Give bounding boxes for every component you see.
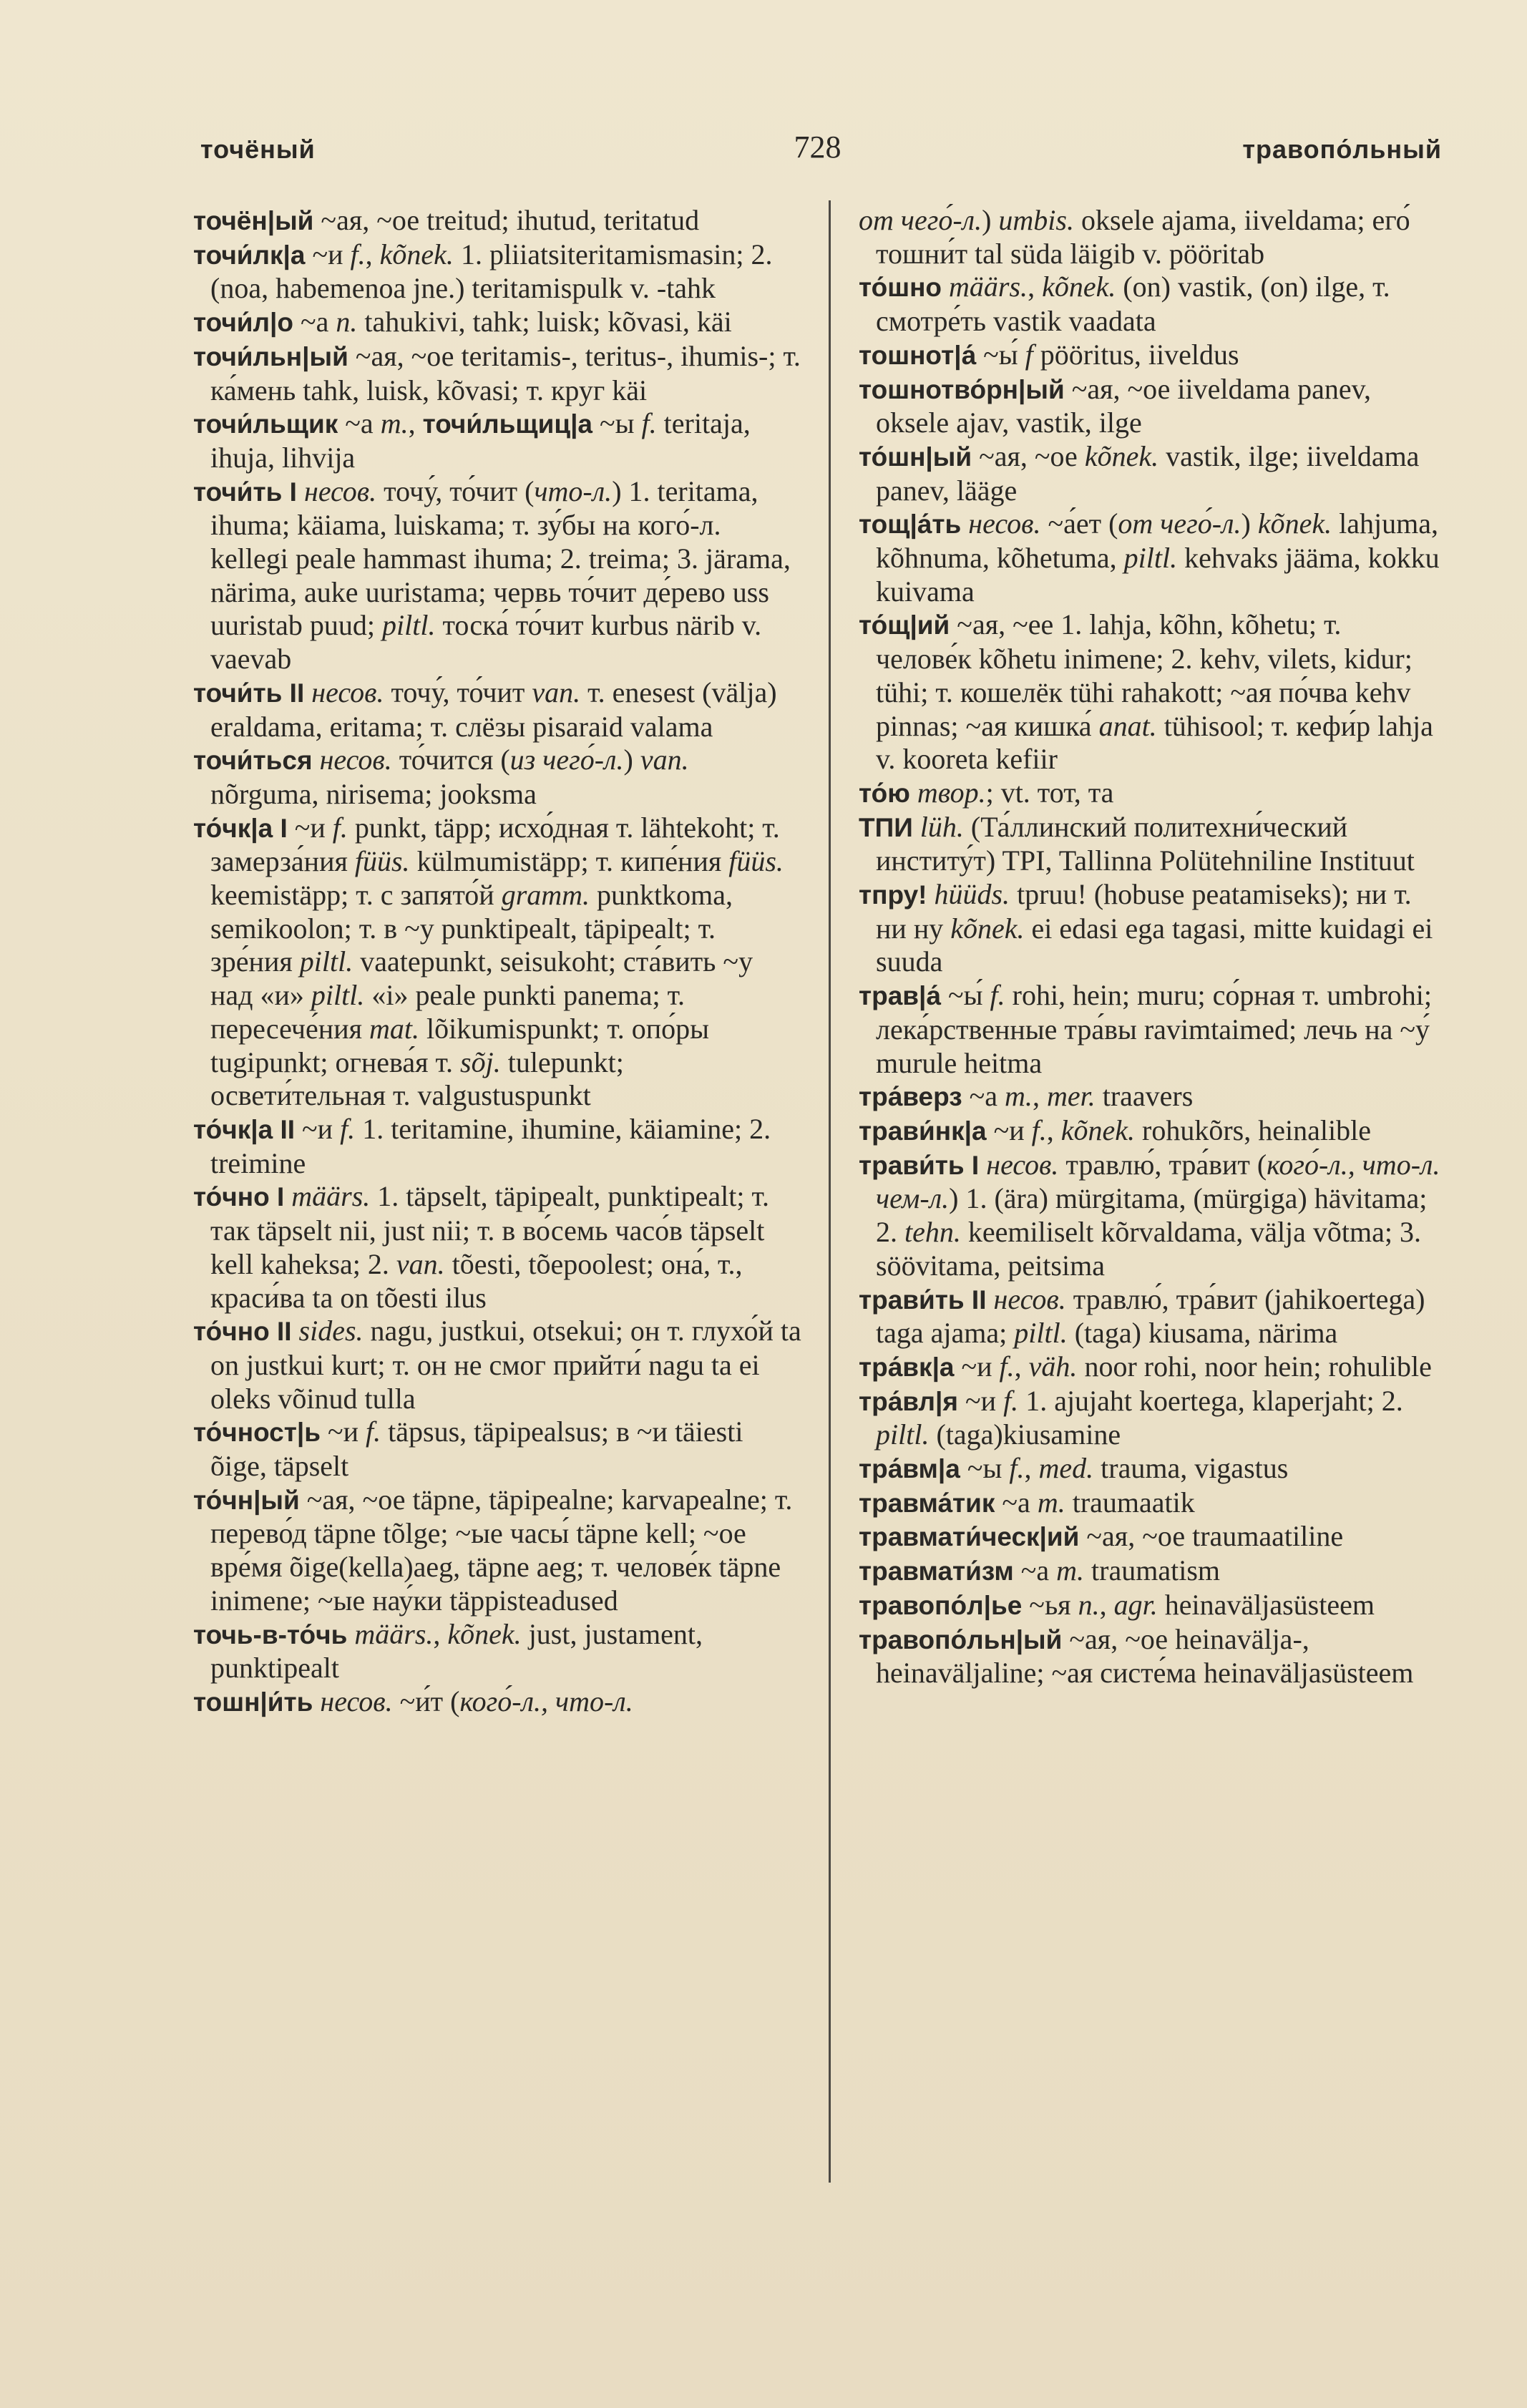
grammar-label: m. xyxy=(1005,1080,1033,1113)
grammar-label: sides. xyxy=(298,1315,364,1347)
entry-text: keemiliselt kõrvaldama, välja võtma; 3. söövitama, peitsima xyxy=(876,1216,1422,1282)
entry-text: ~ая, ~ое treitud; ihutud, teritatud xyxy=(313,204,700,236)
entry-text: punktkoma, semikoolon; т. в ~у punktipealt, täpipealt; т. зре́ния xyxy=(210,879,733,978)
entry-headword: ТПИ xyxy=(859,812,913,842)
entry-text: ~и xyxy=(287,811,333,844)
grammar-label: kõnek. xyxy=(447,1617,522,1650)
entry-text: kehvaks jääma, kokku kuivama xyxy=(876,542,1440,608)
entry-headword: тра́вк|а xyxy=(859,1352,955,1382)
entry-text: tpruu! (hobuse peatamiseks); ни т. ни ну xyxy=(876,878,1412,945)
grammar-label: piltl. xyxy=(381,609,436,642)
dictionary-entry xyxy=(859,270,1442,338)
entry-text: ~и xyxy=(986,1113,1032,1146)
entry-headword: то́ю xyxy=(859,778,910,808)
entry-text: 1. ajujaht koertega, klaperjaht; 2. xyxy=(1018,1384,1403,1417)
grammar-label: määrs. xyxy=(291,1180,371,1213)
entry-headword: то́шн|ый xyxy=(859,442,972,472)
entry-text: ~ая, ~ое xyxy=(972,439,1085,472)
grammar-label: kõnek. xyxy=(1257,507,1332,540)
entry-text: nagu, justkui, otsekui; он т. глухо́й ta on justkui kurt; т. он не смог прийти́ nagu ta ei oleks võinud tulla xyxy=(210,1315,801,1415)
entry-text: , xyxy=(433,1617,448,1650)
dictionary-entry xyxy=(859,979,1442,1080)
entry-headword: точи́л|о xyxy=(193,308,293,338)
grammar-label: lüh. xyxy=(919,810,964,843)
entry-text: (taga)kiusamine xyxy=(929,1418,1121,1451)
entry-text xyxy=(961,507,968,540)
entry-text: травлю́, тра́вит (jahikoertega) taga ajama; xyxy=(876,1282,1425,1350)
grammar-label: n. xyxy=(1078,1588,1100,1621)
entry-text xyxy=(987,1283,994,1315)
dictionary-entry xyxy=(859,373,1442,440)
entry-text: ) xyxy=(1241,507,1258,540)
dictionary-entry xyxy=(193,1113,801,1180)
page-number: 728 xyxy=(794,130,841,165)
entry-headword: тра́вм|а xyxy=(859,1454,960,1484)
entry-text: ~и xyxy=(320,1415,366,1448)
entry-text xyxy=(913,811,920,843)
entry-text: traumatism xyxy=(1084,1554,1220,1587)
entry-headword: то́чно II xyxy=(193,1317,292,1347)
grammar-label: van. xyxy=(532,676,581,708)
dictionary-entry xyxy=(859,608,1442,776)
grammar-label: m. xyxy=(1056,1554,1085,1587)
entry-text: lõikumispunkt; т. опо́ры tugipunkt; огнева́я т. xyxy=(210,1012,709,1078)
header-first-headword: точёный xyxy=(200,135,316,164)
entry-text: pööritus, iiveldus xyxy=(1033,338,1239,371)
entry-text: oksele ajama, iiveldama; его́ тошни́т tal süda läigib v. pööritab xyxy=(876,204,1410,270)
grammar-label: tehn. xyxy=(904,1216,961,1249)
entry-text: ~ая, ~ое täpne, täpipealne; karvapealne; т. перево́д täpne tõlge; ~ые часы́ täpne kell; ~ое вре́мя õige(kella)aeg, täpne aeg; т. челове́к täpne inimene; ~ые нау́ки täppisteadused xyxy=(210,1483,793,1617)
entry-text: ei edasi ega tagasi, mitte kuidagi ei suuda xyxy=(876,912,1433,978)
grammar-label: piltl. xyxy=(1123,542,1178,575)
entry-text: т. enesest (välja) eraldama, eritama; т. слёзы pisaraid valama xyxy=(210,676,777,743)
entry-headword: точён|ый xyxy=(193,206,314,235)
grammar-label: из чего́-л. xyxy=(509,744,624,776)
entry-text xyxy=(284,1180,291,1212)
entry-text: tõesti, tõepoolest; она́, т., краси́ва ta on tõesti ilus xyxy=(210,1247,743,1314)
grammar-label: несов. xyxy=(993,1282,1066,1315)
entry-text xyxy=(927,878,934,910)
header-last-headword: травопо́льный xyxy=(1242,135,1442,164)
dictionary-entry xyxy=(193,475,801,676)
entry-text: травлю́, тра́вит ( xyxy=(1058,1148,1267,1181)
dictionary-entry xyxy=(859,1149,1442,1283)
entry-headword: травопо́л|ье xyxy=(859,1590,1023,1620)
dictionary-entry xyxy=(859,1589,1442,1623)
entry-headword: точи́ться xyxy=(193,746,313,776)
grammar-label: piltl. xyxy=(299,945,353,978)
dictionary-entry xyxy=(193,1618,801,1685)
entry-text: (Та́ллинский политехни́ческий институ́т) TPI, Tallinna Polütehniline Instituut xyxy=(876,810,1415,877)
entry-text: ~ы́ xyxy=(976,338,1025,371)
entry-text: punkt, täpp; исхо́дная т. lähtekoht; т. замерза́ния xyxy=(210,811,780,878)
grammar-label: kõnek. xyxy=(1042,270,1116,303)
entry-text: ~а xyxy=(1013,1554,1057,1587)
grammar-label: mer. xyxy=(1046,1080,1096,1113)
dictionary-entry xyxy=(193,306,801,340)
entry-headword: точи́ть II xyxy=(193,678,305,708)
entry-text: tulepunkt; освети́тельная т. valgustuspunkt xyxy=(210,1045,624,1112)
entry-text: (on) vastik, (on) ilge, т. смотре́ть vastik vaadata xyxy=(876,270,1390,338)
entry-text xyxy=(313,1685,320,1717)
entry-headword: то́чност|ь xyxy=(193,1418,321,1448)
dictionary-entry xyxy=(859,811,1442,878)
entry-headword: тошнотво́рн|ый xyxy=(859,374,1065,404)
entry-text: ~ая, ~ое traumaatiline xyxy=(1079,1520,1344,1553)
entry-text: traumaatik xyxy=(1065,1486,1195,1519)
entry-text: ~ая, ~ое teritamis-, teritus-, ihumis-; т. ка́мень tahk, luisk, kõvasi; т. круг käi xyxy=(210,339,801,406)
entry-text: heinaväljasüsteem xyxy=(1157,1588,1375,1621)
grammar-label: f. xyxy=(990,979,1005,1012)
entry-text: ) 1. teritama, ihuma; käiama, luiskama; т. зу́бы на кого́-л. kellegi peale hammast ihuma; 2. treima; 3. järama, närima, auke uuristama; червь то́чит де́рево uss uuristab puud; xyxy=(210,474,791,642)
entry-headword: трави́ть II xyxy=(859,1285,987,1315)
entry-text: точу́, то́чит ( xyxy=(376,474,535,507)
dictionary-entry xyxy=(859,1623,1442,1690)
grammar-label: van. xyxy=(640,744,689,776)
grammar-label: gramm. xyxy=(501,879,590,912)
entry-text: ~и xyxy=(954,1350,1000,1383)
dictionary-entry xyxy=(859,776,1442,811)
entry-text: точу́, то́чит xyxy=(384,676,532,708)
entry-headword: то́щ|ий xyxy=(859,610,950,640)
entry-headword: травмати́зм xyxy=(859,1556,1014,1586)
grammar-label: от чего́-л. xyxy=(859,204,982,236)
entry-text: ~и́т ( xyxy=(392,1685,460,1717)
grammar-label: f. xyxy=(641,407,657,440)
entry-text: ~ья xyxy=(1022,1588,1078,1621)
grammar-label: väh. xyxy=(1028,1350,1078,1383)
entry-text xyxy=(979,1149,986,1181)
entry-headword: трави́ть I xyxy=(859,1150,980,1180)
grammar-label: кого́-л., что-л. xyxy=(459,1685,633,1717)
entry-headword: тощ|а́ть xyxy=(859,510,962,540)
dictionary-entry xyxy=(859,507,1442,608)
entry-text xyxy=(292,1315,299,1347)
entry-text: ~а xyxy=(293,306,336,338)
dictionary-entry xyxy=(859,1452,1442,1486)
entry-text: keemistäpp; т. с запято́й xyxy=(210,879,502,912)
dictionary-entry xyxy=(193,1415,801,1483)
entry-text: , xyxy=(1099,1588,1114,1621)
dictionary-entry xyxy=(193,407,801,474)
entry-text: , xyxy=(408,407,423,440)
dictionary-entry xyxy=(859,1350,1442,1385)
grammar-label: füüs. xyxy=(728,845,784,878)
entry-text: , xyxy=(1014,1350,1029,1383)
entry-text: ~а xyxy=(338,407,381,440)
grammar-label: n. xyxy=(336,306,358,338)
grammar-label: hüüds. xyxy=(934,878,1010,911)
dictionary-entry xyxy=(859,1080,1442,1114)
entry-text: lahjuma, kõhnuma, kõhetuma, xyxy=(876,507,1438,575)
grammar-label: кого́-л., что-л. чем-л. xyxy=(876,1148,1440,1215)
grammar-label: несов. xyxy=(303,474,377,507)
grammar-label: kõnek. xyxy=(1084,439,1159,472)
grammar-label: f. xyxy=(366,1415,381,1448)
dictionary-entry xyxy=(859,1554,1442,1589)
entry-text: trauma, vigastus xyxy=(1093,1452,1289,1485)
entry-headword: тошнот|а́ xyxy=(859,340,977,370)
entry-text: täpsus, täpipealsus; в ~и täiesti õige, täpselt xyxy=(210,1415,743,1483)
dictionary-entry xyxy=(859,878,1442,979)
entry-headword: тошн|и́ть xyxy=(193,1687,313,1717)
grammar-label: määrs. xyxy=(354,1617,434,1650)
entry-text: ~и xyxy=(305,238,351,270)
entry-text: külmumistäpp; т. кипе́ния xyxy=(409,845,729,878)
entry-headword: точи́льщик xyxy=(193,409,338,439)
entry-text: ~а xyxy=(962,1080,1005,1113)
entry-text: ~ая, ~ое iiveldama panev, oksele ajav, vastik, ilge xyxy=(876,372,1372,439)
entry-headword: тра́верз xyxy=(859,1082,962,1112)
entry-text: 1. teritamine, ihumine, käiamine; 2. treimine xyxy=(210,1112,771,1179)
grammar-label: m. xyxy=(380,407,409,440)
entry-headword: то́шно xyxy=(859,273,942,303)
entry-headword: тпру! xyxy=(859,880,927,910)
entry-text: vaatepunkt, seisukoht; ста́вить ~у над «и» xyxy=(210,945,753,1012)
grammar-label: mat. xyxy=(369,1012,419,1045)
dictionary-entry xyxy=(193,1685,801,1720)
grammar-label: umbis. xyxy=(998,204,1074,236)
entry-text: ) xyxy=(982,204,999,236)
entry-text: тоска́ то́чит kurbus närib v. vaevab xyxy=(210,609,762,676)
entry-text: (taga) kiusama, närima xyxy=(1067,1317,1338,1350)
dictionary-entry xyxy=(193,1483,801,1618)
dictionary-entry xyxy=(193,811,801,1113)
entry-text: , xyxy=(1024,1452,1039,1485)
dictionary-entry xyxy=(859,204,1442,270)
entry-headword: травопо́льн|ый xyxy=(859,1624,1063,1654)
entry-headword: точи́ть I xyxy=(193,477,297,507)
dictionary-entry xyxy=(859,1114,1442,1149)
entry-headword: точи́льн|ый xyxy=(193,341,348,371)
entry-text: noor rohi, noor hein; rohulible xyxy=(1077,1350,1432,1383)
column-divider xyxy=(829,200,831,2183)
entry-headword: то́чн|ый xyxy=(193,1485,300,1515)
grammar-label: med. xyxy=(1038,1452,1094,1485)
dictionary-entry xyxy=(193,744,801,811)
grammar-label: несов. xyxy=(968,507,1041,540)
entry-headword: травмати́ческ|ий xyxy=(859,1522,1080,1552)
entry-text: , xyxy=(1046,1113,1061,1146)
entry-headword: трав|а́ xyxy=(859,981,941,1011)
entry-text: ~ы́ xyxy=(940,979,990,1012)
grammar-label: piltl. xyxy=(876,1418,930,1451)
entry-text: 1. täpselt, täpipealt, punktipealt; т. так täpselt nii, just nii; т. в во́семь часо́в täpselt kell kaheksa; 2. xyxy=(210,1180,769,1280)
left-column xyxy=(193,204,801,1720)
entry-text: ~ы xyxy=(592,407,642,440)
dictionary-entry xyxy=(193,1180,801,1315)
entry-text: tahukivi, tahk; luisk; kõvasi, käi xyxy=(357,306,732,338)
dictionary-entry xyxy=(859,338,1442,373)
grammar-label: kõnek. xyxy=(379,238,454,270)
grammar-label: f. xyxy=(340,1112,356,1145)
grammar-label: f. xyxy=(1031,1113,1047,1146)
entry-text xyxy=(910,776,917,809)
grammar-label: f. xyxy=(999,1350,1015,1383)
entry-text: ~и xyxy=(295,1112,341,1145)
grammar-label: несов. xyxy=(320,1685,393,1717)
entry-headword: точь-в-то́чь xyxy=(193,1619,348,1649)
entry-text: teritaja, ihuja, lihvija xyxy=(210,407,751,474)
entry-headword: то́чк|а I xyxy=(193,813,288,843)
entry-headword: тра́вл|я xyxy=(859,1386,959,1416)
entry-text: just, justament, punktipealt xyxy=(210,1617,703,1685)
entry-headword: точи́льщиц|а xyxy=(422,409,593,439)
grammar-label: f. xyxy=(332,811,348,844)
grammar-label: anat. xyxy=(1098,709,1157,742)
grammar-label: несов. xyxy=(319,744,392,776)
entry-headword: точи́лк|а xyxy=(193,240,306,270)
entry-text: rohi, hein; muru; со́рная т. umbrohi; лека́рственные тра́вы ravimtaimed; лечь на ~у́ murule heitma xyxy=(876,979,1433,1079)
entry-text: , xyxy=(1028,270,1043,303)
grammar-label: несов. xyxy=(311,676,384,708)
entry-text: ~ая, ~ое heinavälja-, heinaväljaline; ~ая систе́ма heinaväljasüsteem xyxy=(876,1622,1414,1690)
dictionary-entry xyxy=(859,1283,1442,1350)
dictionary-entry xyxy=(193,340,801,407)
entry-text: , xyxy=(365,238,380,270)
grammar-label: piltl. xyxy=(311,979,365,1012)
grammar-label: kõnek. xyxy=(1060,1113,1136,1146)
grammar-label: несов. xyxy=(986,1148,1059,1181)
entry-text xyxy=(313,744,320,776)
grammar-label: m. xyxy=(1037,1486,1065,1519)
entry-text: traavers xyxy=(1095,1080,1194,1113)
grammar-label: от чего́-л. xyxy=(1118,507,1241,540)
grammar-label: agr. xyxy=(1113,1588,1158,1621)
entry-text: ~а́ет ( xyxy=(1040,507,1118,540)
entry-headword: трави́нк|а xyxy=(859,1116,987,1146)
grammar-label: van. xyxy=(396,1247,445,1280)
dictionary-entry xyxy=(859,440,1442,507)
grammar-label: f. xyxy=(350,238,366,270)
entry-text xyxy=(297,475,304,507)
entry-text: «i» peale punkti panema; т. пересече́ния xyxy=(210,979,686,1045)
entry-text: rohukõrs, heinalible xyxy=(1135,1113,1371,1146)
entry-text xyxy=(304,676,311,708)
dictionary-entry xyxy=(859,1486,1442,1521)
page-header xyxy=(193,129,1442,179)
entry-text: vastik, ilge; iiveldama panev, lääge xyxy=(876,439,1420,507)
entry-text: ; vt. тот, та xyxy=(985,776,1114,809)
entry-text: ~ы xyxy=(960,1452,1010,1485)
entry-text: ~ая, ~ее 1. lahja, kõhn, kõhetu; т. челове́к kõhetu inimene; 2. kehv, vilets, kidur; tühi; т. кошелёк tühi rahakott; ~ая по́чва kehv pinnas; ~ая кишка́ xyxy=(876,608,1413,742)
dictionary-entry xyxy=(859,1520,1442,1554)
entry-text: ~а xyxy=(995,1486,1038,1519)
grammar-label: f. xyxy=(1003,1384,1019,1417)
entry-headword: то́чк|а II xyxy=(193,1114,296,1144)
grammar-label: kõnek. xyxy=(950,912,1025,945)
grammar-label: твор. xyxy=(917,776,986,809)
entry-text: ~и xyxy=(958,1384,1004,1417)
entry-headword: то́чно I xyxy=(193,1182,285,1212)
entry-text: ) xyxy=(623,744,640,776)
entry-text: ) 1. (ära) mürgitama, (mürgiga) hävitama; 2. xyxy=(876,1182,1428,1249)
dictionary-entry xyxy=(193,238,801,306)
grammar-label: määrs. xyxy=(949,270,1028,303)
entry-text: , xyxy=(1032,1080,1047,1113)
grammar-label: sõj. xyxy=(460,1045,501,1078)
entry-text: 1. pliiatsiteritamismasin; 2. (noa, habemenoa jne.) teritamispulk v. -tahk xyxy=(210,238,773,305)
entry-text xyxy=(942,270,949,303)
entry-text: то́чится ( xyxy=(391,744,510,776)
dictionary-entry xyxy=(193,204,801,238)
grammar-label: f xyxy=(1025,338,1033,371)
dictionary-entry xyxy=(193,676,801,744)
entry-text: tühisool; т. кефи́р lahja v. kooreta kefiir xyxy=(876,709,1433,776)
grammar-label: что-л. xyxy=(534,474,613,507)
dictionary-entry xyxy=(193,1315,801,1415)
dictionary-entry xyxy=(859,1385,1442,1452)
entry-text: nõrguma, nirisema; jooksma xyxy=(210,777,537,810)
entry-headword: травма́тик xyxy=(859,1488,995,1518)
grammar-label: f. xyxy=(1009,1452,1025,1485)
entry-text xyxy=(347,1618,354,1650)
grammar-label: füüs. xyxy=(354,845,410,878)
right-column xyxy=(859,204,1442,1690)
grammar-label: piltl. xyxy=(1014,1317,1068,1350)
